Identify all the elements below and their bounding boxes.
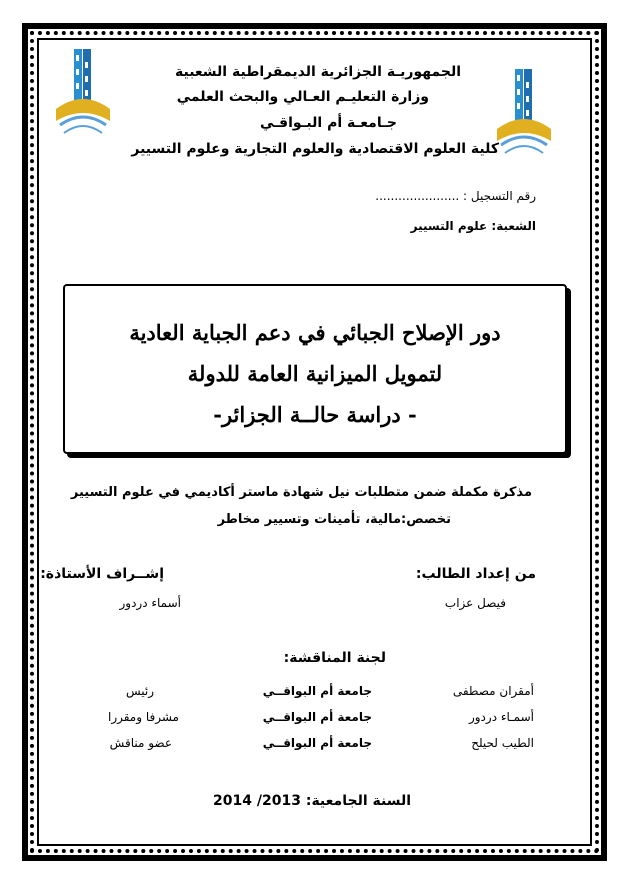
student-name: فيصل عزاب [444, 596, 506, 610]
thesis-title-line-1: دور الإصلاح الجبائي في دعم الجباية العادية [129, 320, 501, 345]
academic-year: السنة الجامعية: 2013/ 2014 [213, 793, 411, 809]
republic-name: الجمهوريـة الجزائرية الديمقراطية الشعبية [174, 64, 461, 80]
ministry-name: وزارة التعليـم العـالي والبحث العلمي [176, 89, 429, 105]
branch-label: الشعبة: علوم التسيير [410, 219, 536, 233]
committee-member-university: جامعة أم البواقــي [262, 710, 372, 724]
student-label: من إعداد الطالب: [415, 566, 536, 582]
registration-number: رقم التسجيل : ...................... [375, 189, 536, 203]
committee-member-university: جامعة أم البواقــي [262, 736, 372, 750]
committee-member-name: الطيب لحيلح [471, 736, 534, 750]
committee-member-role: عضو مناقش [109, 736, 172, 750]
supervisor-label: إشــراف الأستاذة: [40, 566, 164, 582]
thesis-title-box [63, 284, 567, 454]
faculty-name: كلية العلوم الاقتصادية والعلوم التجارية وعلوم التسيير [131, 141, 499, 157]
supervisor-name: أسماء دردور [119, 596, 181, 610]
thesis-title-line-3: - دراسة حالــة الجزائر- [213, 402, 417, 427]
thesis-title-line-2: لتمويل الميزانية العامة للدولة [187, 361, 443, 386]
committee-label: لجنة المناقشة: [283, 650, 386, 666]
memo-specialty: تخصص:مالية، تأمينات وتسيير مخاطر [217, 512, 451, 527]
memo-purpose: مذكرة مكملة ضمن متطلبات نيل شهادة ماستر أكاديمي في علوم التسيير [70, 485, 532, 500]
university-name: جـامعـة أم البـواقـي [259, 115, 397, 131]
committee-member-role: رئيس [125, 684, 154, 698]
university-logo-left [52, 45, 114, 145]
committee-member-name: أمقران مصطفى [452, 684, 534, 698]
committee-member-role: مشرفا ومقررا [107, 710, 179, 724]
committee-member-university: جامعة أم البواقــي [262, 684, 372, 698]
committee-member-name: أسمـاء دردور [468, 710, 534, 724]
university-logo-right [493, 65, 555, 165]
